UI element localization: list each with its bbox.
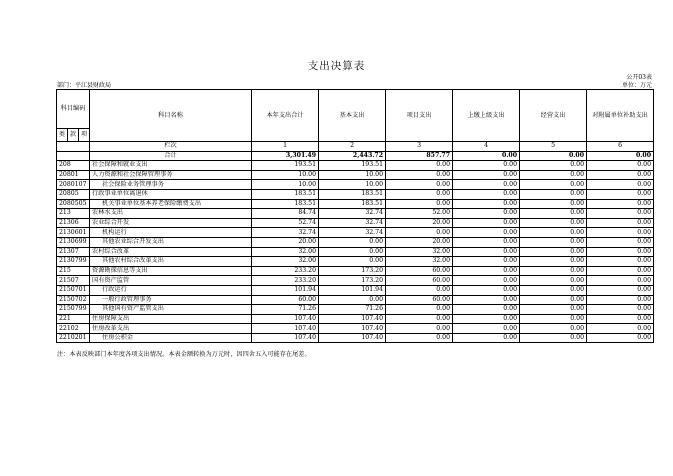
row-code: 2150799 <box>57 305 90 315</box>
table-row <box>57 333 654 343</box>
footnote: 注：本表反映部门本年度各项支出情况。本表金额转换为万元时，因四舍五入可能存在尾差。 <box>57 351 311 358</box>
row-name: 人力资源和社会保障管理事务 <box>90 170 252 180</box>
row-value: 0.00 <box>587 209 654 219</box>
total-cell: 0.00 <box>587 151 654 161</box>
row-name: 国有资产监管 <box>90 276 252 286</box>
unit-label: 单位：万元 <box>621 82 652 89</box>
header-code: 科目编码 <box>57 90 90 129</box>
row-value: 0.00 <box>386 161 453 171</box>
row-value: 0.00 <box>453 237 520 247</box>
row-value: 32.74 <box>252 228 319 238</box>
row-value: 101.94 <box>319 285 386 295</box>
row-value: 60.00 <box>386 266 453 276</box>
row-value: 0.00 <box>520 295 587 305</box>
row-value: 0.00 <box>587 161 654 171</box>
row-code: 2130699 <box>57 237 90 247</box>
row-value: 0.00 <box>386 285 453 295</box>
table-row <box>57 161 654 171</box>
row-name: 住房公积金 <box>90 333 252 343</box>
table-row <box>57 276 654 286</box>
row-name: 农林水支出 <box>90 209 252 219</box>
row-value: 107.40 <box>319 324 386 334</box>
header-lei: 类 <box>57 129 68 142</box>
row-value: 0.00 <box>453 209 520 219</box>
total-cell: 0.00 <box>453 151 520 161</box>
lanci-label: 栏次 <box>90 142 252 152</box>
row-value: 20.00 <box>252 237 319 247</box>
expenditure-table <box>56 89 654 343</box>
row-name: 社会保障和就业支出 <box>90 161 252 171</box>
row-value: 0.00 <box>386 199 453 209</box>
row-code: 213 <box>57 209 90 219</box>
row-value: 10.00 <box>319 180 386 190</box>
row-value: 0.00 <box>453 333 520 343</box>
row-value: 193.51 <box>252 161 319 171</box>
row-value: 0.00 <box>453 314 520 324</box>
row-name: 社会保险业务管理事务 <box>90 180 252 190</box>
table-row <box>57 218 654 228</box>
total-row <box>57 151 654 161</box>
row-value: 60.00 <box>386 276 453 286</box>
row-value: 84.74 <box>252 209 319 219</box>
table-row <box>57 170 654 180</box>
row-code: 221 <box>57 314 90 324</box>
row-code: 2150702 <box>57 295 90 305</box>
row-value: 0.00 <box>587 199 654 209</box>
row-value: 0.00 <box>386 180 453 190</box>
page-title: 支出决算表 <box>307 60 366 72</box>
row-name: 行政事业单位离退休 <box>90 189 252 199</box>
row-value: 52.74 <box>252 218 319 228</box>
table-row <box>57 305 654 315</box>
row-value: 0.00 <box>319 247 386 257</box>
col-index: 6 <box>587 142 654 152</box>
row-value: 0.00 <box>453 199 520 209</box>
column-index-row <box>57 142 654 152</box>
row-name: 住房保障支出 <box>90 314 252 324</box>
row-value: 0.00 <box>520 247 587 257</box>
row-value: 0.00 <box>520 237 587 247</box>
row-value: 10.00 <box>252 180 319 190</box>
row-value: 107.40 <box>252 324 319 334</box>
table-row <box>57 247 654 257</box>
col-index: 5 <box>520 142 587 152</box>
header-upper: 上缴上级支出 <box>453 90 520 142</box>
header-business: 经营支出 <box>520 90 587 142</box>
total-cell: 3,301.49 <box>252 151 319 161</box>
row-value: 193.51 <box>319 161 386 171</box>
row-value: 0.00 <box>386 314 453 324</box>
row-value: 0.00 <box>453 324 520 334</box>
col-index: 3 <box>386 142 453 152</box>
row-value: 0.00 <box>453 170 520 180</box>
table-row <box>57 237 654 247</box>
header-kuan: 款 <box>68 129 79 142</box>
row-code: 21306 <box>57 218 90 228</box>
row-value: 71.26 <box>252 305 319 315</box>
row-name: 农业综合开发 <box>90 218 252 228</box>
header-row <box>57 90 654 129</box>
row-value: 0.00 <box>520 228 587 238</box>
row-code: 22102 <box>57 324 90 334</box>
table-row <box>57 295 654 305</box>
row-value: 0.00 <box>386 333 453 343</box>
header-subsidy: 对附属单位补助支出 <box>587 90 654 142</box>
row-value: 0.00 <box>386 170 453 180</box>
row-value: 0.00 <box>520 170 587 180</box>
row-value: 0.00 <box>587 295 654 305</box>
row-value: 0.00 <box>587 170 654 180</box>
row-value: 0.00 <box>453 180 520 190</box>
col-index: 1 <box>252 142 319 152</box>
row-value: 0.00 <box>453 161 520 171</box>
row-value: 0.00 <box>520 276 587 286</box>
row-name: 其他农村综合改革支出 <box>90 257 252 267</box>
row-value: 0.00 <box>453 218 520 228</box>
row-value: 0.00 <box>587 266 654 276</box>
row-value: 0.00 <box>520 324 587 334</box>
row-code: 2150701 <box>57 285 90 295</box>
total-cell: 0.00 <box>520 151 587 161</box>
row-value: 173.20 <box>319 266 386 276</box>
row-value: 107.40 <box>252 333 319 343</box>
row-value: 0.00 <box>386 324 453 334</box>
row-value: 32.74 <box>319 228 386 238</box>
row-value: 52.00 <box>386 209 453 219</box>
row-name: 机构运行 <box>90 228 252 238</box>
row-value: 233.20 <box>252 266 319 276</box>
row-value: 0.00 <box>587 237 654 247</box>
row-name: 行政运行 <box>90 285 252 295</box>
header-project: 项目支出 <box>386 90 453 142</box>
row-value: 0.00 <box>587 285 654 295</box>
table-row <box>57 209 654 219</box>
row-value: 60.00 <box>386 295 453 305</box>
row-value: 0.00 <box>453 228 520 238</box>
row-value: 32.74 <box>319 218 386 228</box>
row-value: 10.00 <box>319 170 386 180</box>
total-cell: 2,443.72 <box>319 151 386 161</box>
row-code: 2080505 <box>57 199 90 209</box>
row-value: 60.00 <box>252 295 319 305</box>
form-code: 公开03表 <box>626 74 652 81</box>
row-value: 20.00 <box>386 237 453 247</box>
table-row <box>57 189 654 199</box>
row-value: 0.00 <box>520 305 587 315</box>
row-value: 0.00 <box>587 305 654 315</box>
row-value: 0.00 <box>587 314 654 324</box>
row-name: 机关事业单位基本养老保险缴费支出 <box>90 199 252 209</box>
row-value: 107.40 <box>319 314 386 324</box>
table-row <box>57 324 654 334</box>
row-value: 0.00 <box>587 333 654 343</box>
row-value: 183.51 <box>319 199 386 209</box>
row-value: 101.94 <box>252 285 319 295</box>
row-name: 其他国有资产监管支出 <box>90 305 252 315</box>
row-value: 0.00 <box>520 180 587 190</box>
row-value: 0.00 <box>453 257 520 267</box>
row-value: 32.74 <box>319 209 386 219</box>
row-code: 2130799 <box>57 257 90 267</box>
row-value: 0.00 <box>520 218 587 228</box>
row-value: 0.00 <box>587 189 654 199</box>
row-value: 183.51 <box>252 199 319 209</box>
row-value: 0.00 <box>319 257 386 267</box>
row-name: 农村综合改革 <box>90 247 252 257</box>
row-value: 107.40 <box>319 333 386 343</box>
row-value: 0.00 <box>587 276 654 286</box>
row-value: 0.00 <box>453 189 520 199</box>
table-row <box>57 314 654 324</box>
row-value: 0.00 <box>520 161 587 171</box>
table-row <box>57 180 654 190</box>
row-value: 20.00 <box>386 218 453 228</box>
row-value: 0.00 <box>587 247 654 257</box>
row-value: 0.00 <box>520 314 587 324</box>
col-index: 2 <box>319 142 386 152</box>
row-code: 2130601 <box>57 228 90 238</box>
col-index: 4 <box>453 142 520 152</box>
row-value: 32.00 <box>252 247 319 257</box>
row-value: 183.51 <box>252 189 319 199</box>
table-row <box>57 257 654 267</box>
row-value: 0.00 <box>453 285 520 295</box>
row-value: 0.00 <box>453 266 520 276</box>
row-value: 0.00 <box>520 266 587 276</box>
row-value: 0.00 <box>587 324 654 334</box>
row-value: 0.00 <box>453 276 520 286</box>
row-value: 173.20 <box>319 276 386 286</box>
row-value: 0.00 <box>386 189 453 199</box>
row-value: 0.00 <box>319 237 386 247</box>
header-basic: 基本支出 <box>319 90 386 142</box>
header-name: 科目名称 <box>90 90 252 142</box>
row-name: 资源勘探信息等支出 <box>90 266 252 276</box>
row-value: 32.00 <box>386 257 453 267</box>
row-value: 32.00 <box>252 257 319 267</box>
row-value: 0.00 <box>453 247 520 257</box>
row-value: 183.51 <box>319 189 386 199</box>
table-row <box>57 199 654 209</box>
table-row <box>57 285 654 295</box>
row-name: 其他农业综合开发支出 <box>90 237 252 247</box>
row-value: 32.00 <box>386 247 453 257</box>
row-value: 0.00 <box>453 295 520 305</box>
row-value: 0.00 <box>520 285 587 295</box>
row-value: 233.20 <box>252 276 319 286</box>
row-value: 0.00 <box>587 257 654 267</box>
row-code: 20805 <box>57 189 90 199</box>
row-name: 一般行政管理事务 <box>90 295 252 305</box>
row-code: 2210201 <box>57 333 90 343</box>
row-value: 0.00 <box>520 199 587 209</box>
header-total: 本年支出合计 <box>252 90 319 142</box>
table-row <box>57 228 654 238</box>
table-row <box>57 266 654 276</box>
row-value: 0.00 <box>319 295 386 305</box>
row-value: 0.00 <box>520 209 587 219</box>
row-code: 215 <box>57 266 90 276</box>
total-cell: 857.77 <box>386 151 453 161</box>
total-label: 合计 <box>90 151 252 161</box>
row-value: 0.00 <box>386 305 453 315</box>
row-code: 208 <box>57 161 90 171</box>
row-value: 0.00 <box>520 189 587 199</box>
header-xiang: 项 <box>79 129 90 142</box>
row-value: 0.00 <box>453 305 520 315</box>
row-value: 107.40 <box>252 314 319 324</box>
row-value: 0.00 <box>587 228 654 238</box>
department-label: 部门：平江县财政局 <box>57 82 112 89</box>
row-value: 10.00 <box>252 170 319 180</box>
row-value: 0.00 <box>520 333 587 343</box>
row-code: 21507 <box>57 276 90 286</box>
row-name: 住房改革支出 <box>90 324 252 334</box>
row-value: 0.00 <box>587 180 654 190</box>
row-code: 2080107 <box>57 180 90 190</box>
row-value: 0.00 <box>386 228 453 238</box>
row-code: 21307 <box>57 247 90 257</box>
row-code: 20801 <box>57 170 90 180</box>
row-value: 71.26 <box>319 305 386 315</box>
row-value: 0.00 <box>520 257 587 267</box>
row-value: 0.00 <box>587 218 654 228</box>
